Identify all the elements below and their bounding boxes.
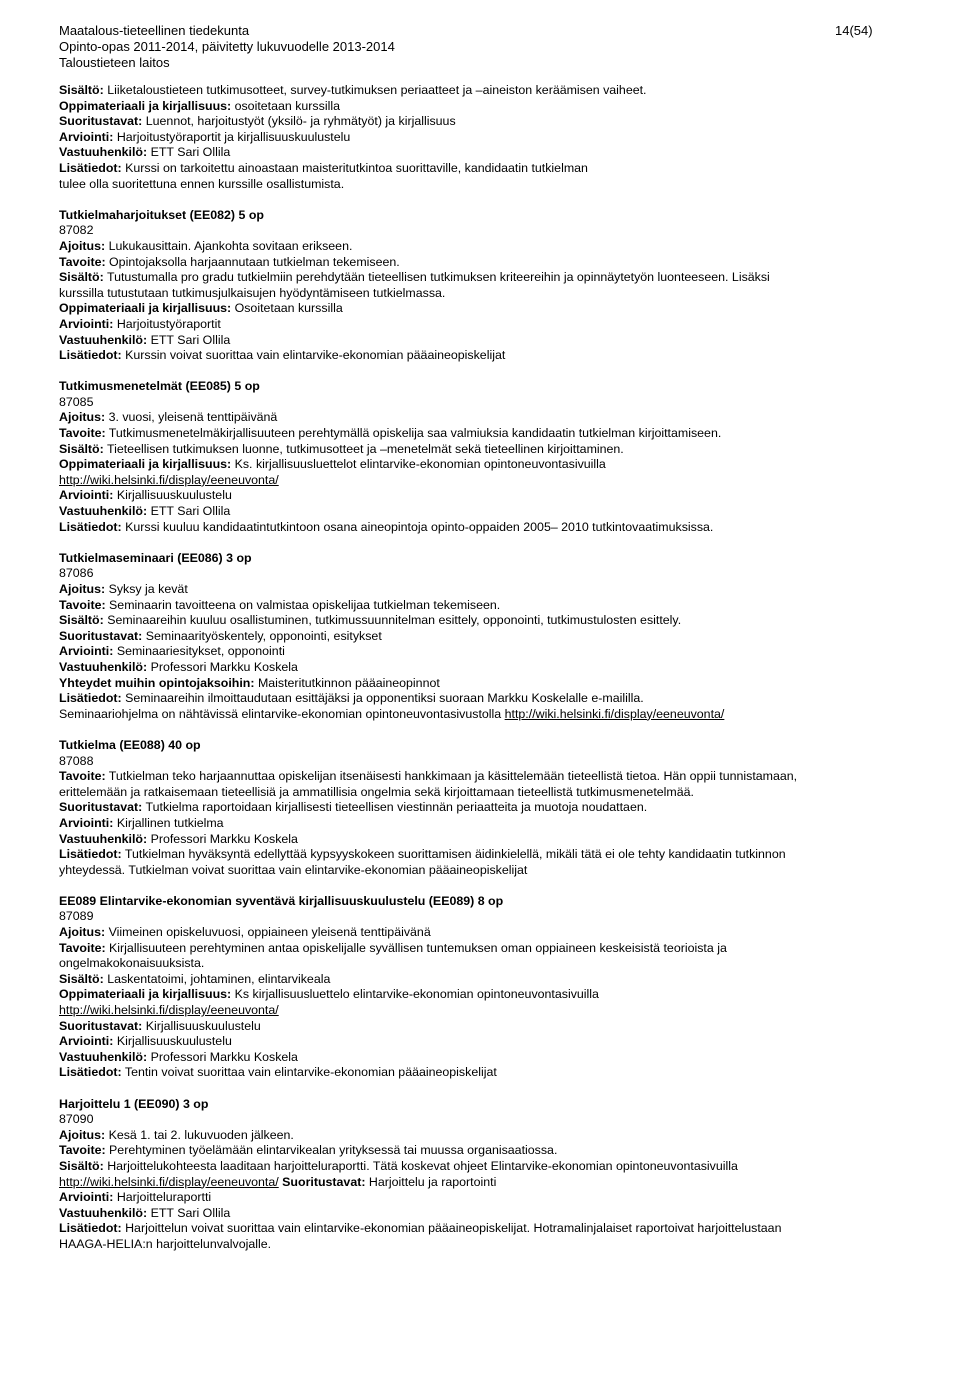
text-line [59, 598, 904, 614]
field-value: Seminaarin tavoitteena on valmistaa opiskelijaa tutkielman tekemiseen. [105, 597, 501, 612]
field-value: Opintojaksolla harjaannutaan tutkielman tekemiseen. [105, 254, 400, 269]
field-label: Sisältö: [59, 83, 104, 97]
field-value: Seminaariohjelma on nähtävissä elintarvike-ekonomian opintoneuvontasivustolla [59, 706, 505, 721]
field-value: Ks. kirjallisuusluettelot elintarvike-ekonomian opintoneuvontasivuilla [231, 457, 606, 472]
field-value: Tutkimusmenetelmäkirjallisuuteen perehtymällä opiskelija saa valmiuksia kandidaatin tutkielman kirjoittamiseen. [105, 426, 722, 441]
field-value: erittelemään ja ratkaisemaan tieteellisiä ja ammatillisia ongelmia sekä kirjoittamaan tieteellistä tutkimusmenetelmää. [59, 784, 694, 799]
text-line [59, 348, 904, 364]
field-label: Tavoite: [59, 254, 106, 269]
field-label: Ajoitus: [59, 410, 106, 425]
text-line [59, 863, 904, 879]
field-value: ETT Sari Ollila [147, 504, 231, 519]
field-label: Lisätiedot: [59, 1065, 122, 1080]
header-faculty: Maatalous-tieteellinen tiedekunta [59, 23, 250, 38]
text-line [59, 395, 904, 411]
field-label: Arviointi: [59, 815, 114, 830]
field-label: Tavoite: [59, 426, 106, 441]
text-line [59, 941, 904, 957]
text-line [59, 769, 904, 785]
section-spacer [59, 364, 904, 380]
field-label: Oppimateriaali ja kirjallisuus: [59, 987, 232, 1002]
course-heading: EE089 Elintarvike-ekonomian syventävä kirjallisuuskuulustelu (EE089) 8 op [59, 893, 504, 908]
field-label: Lisätiedot: [59, 160, 122, 175]
field-label: Sisältö: [59, 270, 104, 285]
text-line [59, 707, 904, 723]
field-label: Tavoite: [59, 597, 106, 612]
field-label: Suoritustavat: [278, 1174, 366, 1189]
field-value: Harjoittelun voivat suorittaa vain elintarvike-ekonomian pääaineopiskelijat. Hotramalinjalaiset raportoivat harjoittelustaan [121, 1221, 782, 1236]
field-label: Lisätiedot: [59, 847, 122, 862]
field-value: ETT Sari Ollila [147, 1205, 231, 1220]
text-line [59, 286, 904, 302]
field-value: ongelmakokonaisuuksista. [59, 956, 205, 971]
field-label: Oppimateriaali ja kirjallisuus: [59, 457, 232, 472]
field-label: Vastuuhenkilö: [59, 1049, 148, 1064]
section-spacer [59, 192, 904, 208]
text-line [59, 1237, 904, 1253]
text-line [59, 1175, 904, 1191]
field-label: Suoritustavat: [59, 114, 143, 129]
wiki-link[interactable]: http://wiki.helsinki.fi/display/eeneuvonta/ [59, 1003, 279, 1018]
field-value: Seminaariesitykset, opponointi [113, 644, 285, 659]
field-value: Kirjallisuuskuulustelu [142, 1018, 261, 1033]
text-line [59, 301, 904, 317]
text-line [59, 847, 904, 863]
field-value: Luennot, harjoitustyöt (yksilö- ja ryhmätyöt) ja kirjallisuus [142, 114, 456, 129]
field-label: Vastuuhenkilö: [59, 145, 148, 160]
text-line [59, 223, 904, 239]
field-value: Kurssi on tarkoitettu ainoastaan maisteritutkintoa suorittaville, kandidaatin tutkielman [121, 160, 588, 175]
field-value: 87088 [59, 753, 94, 768]
text-line [59, 1143, 904, 1159]
field-value: Harjoittelu ja raportointi [365, 1174, 497, 1189]
course-heading: Tutkielmaseminaari (EE086) 3 op [59, 550, 252, 565]
field-value: Tutkielma raportoidaan kirjallisesti tieteellisen viestinnän periaatteita ja muotoja noudattaen. [142, 800, 648, 815]
text-line [59, 613, 904, 629]
field-value: 87089 [59, 909, 94, 924]
field-label: Sisältö: [59, 613, 104, 628]
text-line [59, 410, 904, 426]
field-value: Tutustumalla pro gradu tutkielmiin perehdytään tieteellisen tutkimuksen kriteereihin ja opinnäytetyön luonteeseen. Lisäksi [103, 270, 770, 285]
field-value: Ks kirjallisuusluettelo elintarvike-ekonomian opintoneuvontasivuilla [231, 987, 599, 1002]
field-value: HAAGA-HELIA:n harjoittelunvalvojalle. [59, 1236, 272, 1251]
text-line [59, 800, 904, 816]
field-value: Seminaareihin kuuluu osallistuminen, tutkimussuunnitelman esittely, opponointi, tutkimustulosten esittely. [103, 613, 682, 628]
field-value: Kirjallisuuskuulustelu [113, 1034, 232, 1049]
text-line [59, 987, 904, 1003]
text-line [59, 473, 904, 489]
field-label: Sisältö: [59, 971, 104, 986]
text-line [59, 1206, 904, 1222]
text-line [59, 972, 904, 988]
text-line [59, 161, 904, 177]
document-body [59, 83, 904, 1253]
header-department: Taloustieteen laitos [59, 55, 170, 70]
field-label: Arviointi: [59, 316, 114, 331]
text-line [59, 1128, 904, 1144]
text-line [59, 333, 904, 349]
wiki-link[interactable]: http://wiki.helsinki.fi/display/eeneuvonta/ [504, 706, 725, 721]
field-label: Lisätiedot: [59, 519, 122, 534]
field-label: Arviointi: [59, 644, 114, 659]
text-line [59, 99, 904, 115]
field-value: Viimeinen opiskeluvuosi, oppiaineen yleisenä tenttipäivänä [105, 925, 431, 940]
field-value: Kesä 1. tai 2. lukuvuoden jälkeen. [105, 1127, 294, 1142]
field-value: Kurssin voivat suorittaa vain elintarvike-ekonomian pääaineopiskelijat [121, 348, 506, 363]
text-line [59, 754, 904, 770]
text-line [59, 660, 904, 676]
course-heading: Tutkimusmenetelmät (EE085) 5 op [59, 379, 260, 394]
field-label: Ajoitus: [59, 238, 106, 253]
text-line [59, 442, 904, 458]
text-line [59, 504, 904, 520]
document-header [59, 23, 395, 71]
field-value: 87082 [59, 223, 94, 238]
field-label: Suoritustavat: [59, 628, 143, 643]
field-label: Tavoite: [59, 769, 106, 784]
text-line [59, 1065, 904, 1081]
course-heading: Tutkielma (EE088) 40 op [59, 737, 201, 752]
field-value: Perehtyminen työelämään elintarvikealan yrityksessä tai muussa organisaatiossa. [105, 1143, 558, 1158]
field-value: 87085 [59, 394, 94, 409]
text-line [59, 566, 904, 582]
field-value: Kurssi kuuluu kandidaatintutkintoon osana aineopintoja opinto-oppaiden 2005– 2010 tutkintovaatimuksissa. [121, 519, 714, 534]
text-line [59, 1050, 904, 1066]
text-line [59, 1034, 904, 1050]
field-value: Maisteritutkinnon pääaineopinnot [254, 675, 440, 690]
field-label: Yhteydet muihin opintojaksoihin: [59, 675, 255, 690]
text-line [59, 909, 904, 925]
field-label: Tavoite: [59, 940, 106, 955]
text-line [59, 114, 904, 130]
field-label: Vastuuhenkilö: [59, 831, 148, 846]
field-label: Arviointi: [59, 1034, 114, 1049]
text-line [59, 1190, 904, 1206]
field-value: Tutkielman hyväksyntä edellyttää kypsyyskokeen suorittamisen äidinkielellä, mikäli tätä ei ole tehty kandidaatin tutkinnon [121, 847, 786, 862]
text-line [59, 270, 904, 286]
text-line [59, 426, 904, 442]
text-line [59, 1003, 904, 1019]
field-value: Professori Markku Koskela [147, 1049, 298, 1064]
text-line [59, 676, 904, 692]
field-value: Kirjallisuuskuulustelu [113, 488, 232, 503]
field-label: Arviointi: [59, 1190, 114, 1205]
field-label: Oppimateriaali ja kirjallisuus: [59, 301, 232, 316]
field-label: Ajoitus: [59, 925, 106, 940]
section-spacer [59, 722, 904, 738]
field-label: Ajoitus: [59, 582, 106, 596]
text-line [59, 145, 904, 161]
text-line [59, 457, 904, 473]
text-line [59, 832, 904, 848]
field-value: ETT Sari Ollila [147, 332, 231, 347]
text-line [59, 488, 904, 504]
field-value: Seminaarityöskentely, opponointi, esitykset [142, 628, 382, 643]
field-value: 87086 [59, 566, 94, 581]
section-spacer [59, 878, 904, 894]
field-value: yhteydessä. Tutkielman voivat suorittaa vain elintarvike-ekonomian pääaineopiskelijat [59, 862, 528, 877]
section-spacer [59, 535, 904, 551]
text-line [59, 130, 904, 146]
section-spacer [59, 1081, 904, 1097]
field-value: Harjoitteluraportti [113, 1190, 212, 1205]
field-label: Lisätiedot: [59, 1221, 122, 1236]
field-label: Oppimateriaali ja kirjallisuus: [59, 98, 232, 113]
text-line [59, 1112, 904, 1128]
text-line [59, 582, 904, 598]
text-line [59, 83, 904, 99]
field-label: Lisätiedot: [59, 691, 122, 706]
header-guide-title: Opinto-opas 2011-2014, päivitetty lukuvuodelle 2013-2014 [59, 39, 395, 54]
text-line [59, 177, 904, 193]
field-value: Kirjallisuuteen perehtyminen antaa opiskelijalle syvällisen tuntemuksen oman oppiaineen keskeisistä teorioista ja [105, 940, 727, 955]
field-label: Arviointi: [59, 129, 114, 144]
field-value: Liiketaloustieteen tutkimusotteet, survey-tutkimuksen periaatteet ja –aineiston keräämisen vaiheet. [103, 83, 647, 97]
text-line [59, 255, 904, 271]
text-line [59, 956, 904, 972]
text-line [59, 239, 904, 255]
field-value: Professori Markku Koskela [147, 659, 298, 674]
field-value: Tentin voivat suorittaa vain elintarvike-ekonomian pääaineopiskelijat [121, 1065, 497, 1080]
field-label: Sisältö: [59, 1158, 104, 1173]
field-value: Syksy ja kevät [105, 582, 188, 596]
text-line [59, 317, 904, 333]
field-label: Arviointi: [59, 488, 114, 503]
field-value: Lukukausittain. Ajankohta sovitaan erikseen. [105, 238, 353, 253]
field-label: Ajoitus: [59, 1127, 106, 1142]
wiki-link[interactable]: http://wiki.helsinki.fi/display/eeneuvonta/ [59, 472, 279, 487]
text-line [59, 691, 904, 707]
field-value: 3. vuosi, yleisenä tenttipäivänä [105, 410, 278, 425]
field-value: Osoitetaan kurssilla [231, 301, 343, 316]
field-value: Kirjallinen tutkielma [113, 815, 224, 830]
wiki-link[interactable]: http://wiki.helsinki.fi/display/eeneuvonta/ [59, 1174, 279, 1189]
field-label: Lisätiedot: [59, 348, 122, 363]
text-line [59, 644, 904, 660]
field-value: kurssilla tutustutaan tutkimusjulkaisujen hyödyntämiseen tutkielmassa. [59, 285, 446, 300]
field-value: ETT Sari Ollila [147, 145, 231, 160]
field-value: Harjoitustyöraportit ja kirjallisuuskuulustelu [113, 129, 351, 144]
text-line [59, 520, 904, 536]
field-value: Professori Markku Koskela [147, 831, 298, 846]
field-value: Tieteellisen tutkimuksen luonne, tutkimusotteet ja –menetelmät sekä tieteellinen kirjoittaminen. [103, 441, 624, 456]
field-value: Harjoittelukohteesta laaditaan harjoitteluraportti. Tätä koskevat ohjeet Elintarvike-ekonomian opintoneuvontasivuilla [103, 1158, 738, 1173]
field-value: Tutkielman teko harjaannuttaa opiskelijan itsenäisesti hankkimaan ja käsittelemään tieteellistä tietoa. Hän oppii tunnistamaan, [105, 769, 798, 784]
field-value: 87090 [59, 1112, 94, 1127]
text-line [59, 1221, 904, 1237]
field-label: Tavoite: [59, 1143, 106, 1158]
field-value: Harjoitustyöraportit [113, 316, 221, 331]
field-value: tulee olla suoritettuna ennen kurssille osallistumista. [59, 176, 345, 191]
text-line [59, 816, 904, 832]
text-line [59, 1019, 904, 1035]
field-label: Vastuuhenkilö: [59, 1205, 148, 1220]
field-value: Seminaareihin ilmoittaudutaan esittäjäksi ja opponentiksi suoraan Markku Koskelalle e-maililla. [121, 691, 644, 706]
field-label: Vastuuhenkilö: [59, 332, 148, 347]
field-label: Vastuuhenkilö: [59, 659, 148, 674]
course-heading: Tutkielmaharjoitukset (EE082) 5 op [59, 207, 264, 222]
course-heading: Harjoittelu 1 (EE090) 3 op [59, 1096, 209, 1111]
page-number: 14(54) [835, 23, 873, 38]
field-value: osoitetaan kurssilla [231, 98, 340, 113]
text-line [59, 925, 904, 941]
text-line [59, 1159, 904, 1175]
text-line [59, 629, 904, 645]
field-label: Sisältö: [59, 441, 104, 456]
text-line [59, 785, 904, 801]
field-label: Vastuuhenkilö: [59, 504, 148, 519]
field-label: Suoritustavat: [59, 800, 143, 815]
field-label: Suoritustavat: [59, 1018, 143, 1033]
field-value: Laskentatoimi, johtaminen, elintarvikeala [103, 971, 331, 986]
